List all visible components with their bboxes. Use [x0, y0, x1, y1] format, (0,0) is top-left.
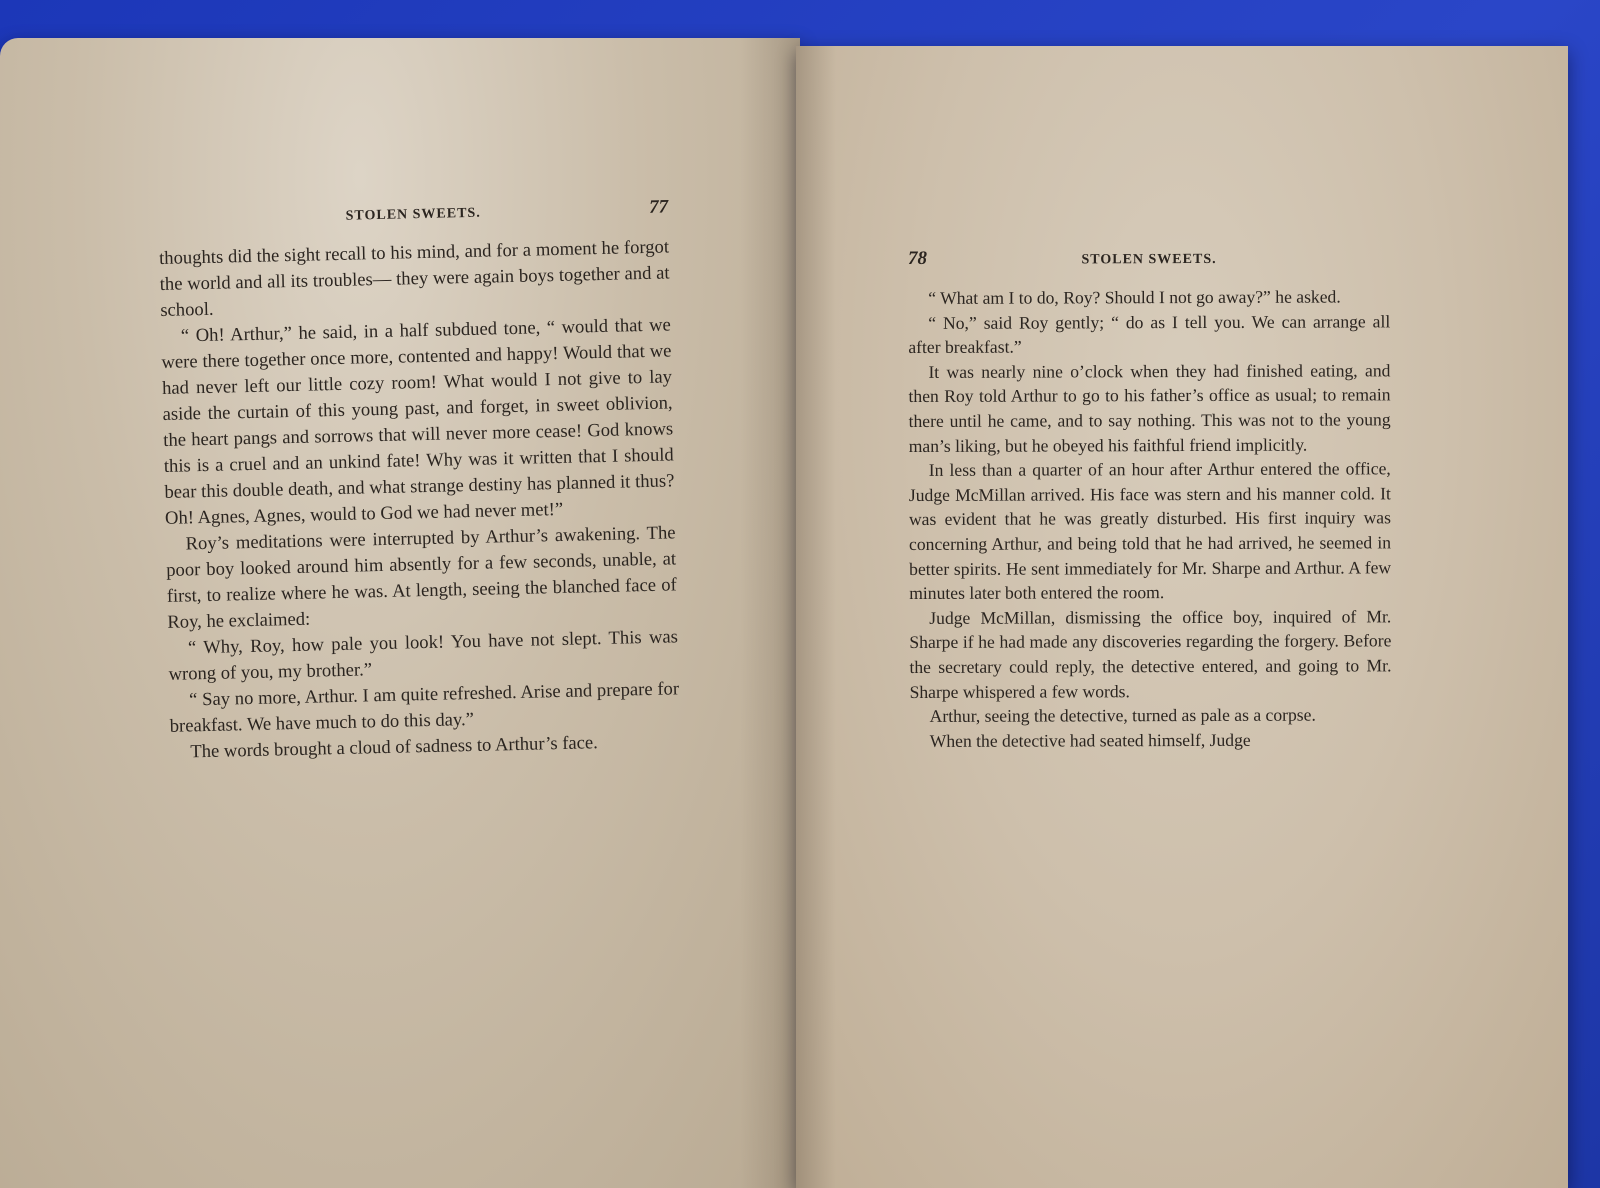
right-page-header	[908, 246, 1390, 276]
left-paragraph-3: Roy’s meditations were interrupted by Arthur’s awakening. The poor boy looked around him absently for a few seconds, unable, at first, to realize where he was. At length, seeing the blanched face of Roy, he exclaimed:	[165, 522, 677, 633]
right-paragraph-6: Arthur, seeing the detective, turned as pale as a corpse.	[929, 704, 1316, 727]
right-paragraph-4: In less than a quarter of an hour after Arthur entered the office, Judge McMillan arrived. His face was stern and his manner cold. It was evident that he was greatly disturbed. His first inquiry was concerning Arthur, and being told that he had arrived, he seemed in better spirits. He sent immediately for Mr. Sharpe and Arthur. A few minutes later both entered the room.	[908, 458, 1392, 604]
right-page-number: 78	[908, 247, 928, 269]
left-page-header	[158, 196, 669, 236]
right-paragraph-5: Judge McMillan, dismissing the office boy, inquired of Mr. Sharpe if he had made any discoveries regarding the forgery. Before the secretary could reply, the detective entered, and going to Mr. Sharpe whispered a few words.	[909, 606, 1392, 702]
left-paragraph-6: The words brought a cloud of sadness to Arthur’s face.	[190, 732, 599, 763]
left-running-head: STOLEN SWEETS.	[345, 205, 481, 224]
left-page	[0, 38, 800, 1188]
right-paragraph-2: “ No,” said Roy gently; “ do as I tell you. We can arrange all after breakfast.”	[908, 310, 1391, 358]
right-text-block	[908, 246, 1392, 753]
left-page-number: 77	[648, 196, 669, 218]
right-paragraph-1: “ What am I to do, Roy? Should I not go away?” he asked.	[928, 286, 1341, 308]
left-paragraph-4: “ Why, Roy, how pale you look! You have not slept. This was wrong of you, my brother.”	[168, 626, 679, 685]
left-paragraph-2: “ Oh! Arthur,” he said, in a half subdued tone, “ would that we were there together once more, contented and happy! Would that we had never left our little cozy room! What would I not give to lay aside the curtain of this young past, and forget, in sweet oblivion, the heart pangs and sorrows that will never more cease! God knows this is a cruel and an unkind fate! Why was it written that I should bear this double death, and what strange destiny has planned it thus? Oh! Agnes, Agnes, would to God we had never met!”	[161, 314, 675, 529]
left-paragraph-5: “ Say no more, Arthur. I am quite refreshed. Arise and prepare for breakfast. We have much to do this day.”	[169, 678, 680, 737]
right-paragraph-7: When the detective had seated himself, Judge	[929, 729, 1251, 751]
right-paragraph-3: It was nearly nine o’clock when they had finished eating, and then Roy told Arthur to go to his father’s office as usual; to remain there until he came, and to say nothing. This was not to the young man’s liking, but he obeyed his faithful friend implicitly.	[908, 360, 1391, 456]
right-page	[796, 46, 1568, 1188]
right-running-head: STOLEN SWEETS.	[1081, 251, 1217, 268]
left-paragraph-1: thoughts did the sight recall to his mind, and for a moment he forgot the world and all its troubles— they were again boys together and at school.	[158, 236, 670, 321]
left-text-block	[158, 196, 681, 765]
